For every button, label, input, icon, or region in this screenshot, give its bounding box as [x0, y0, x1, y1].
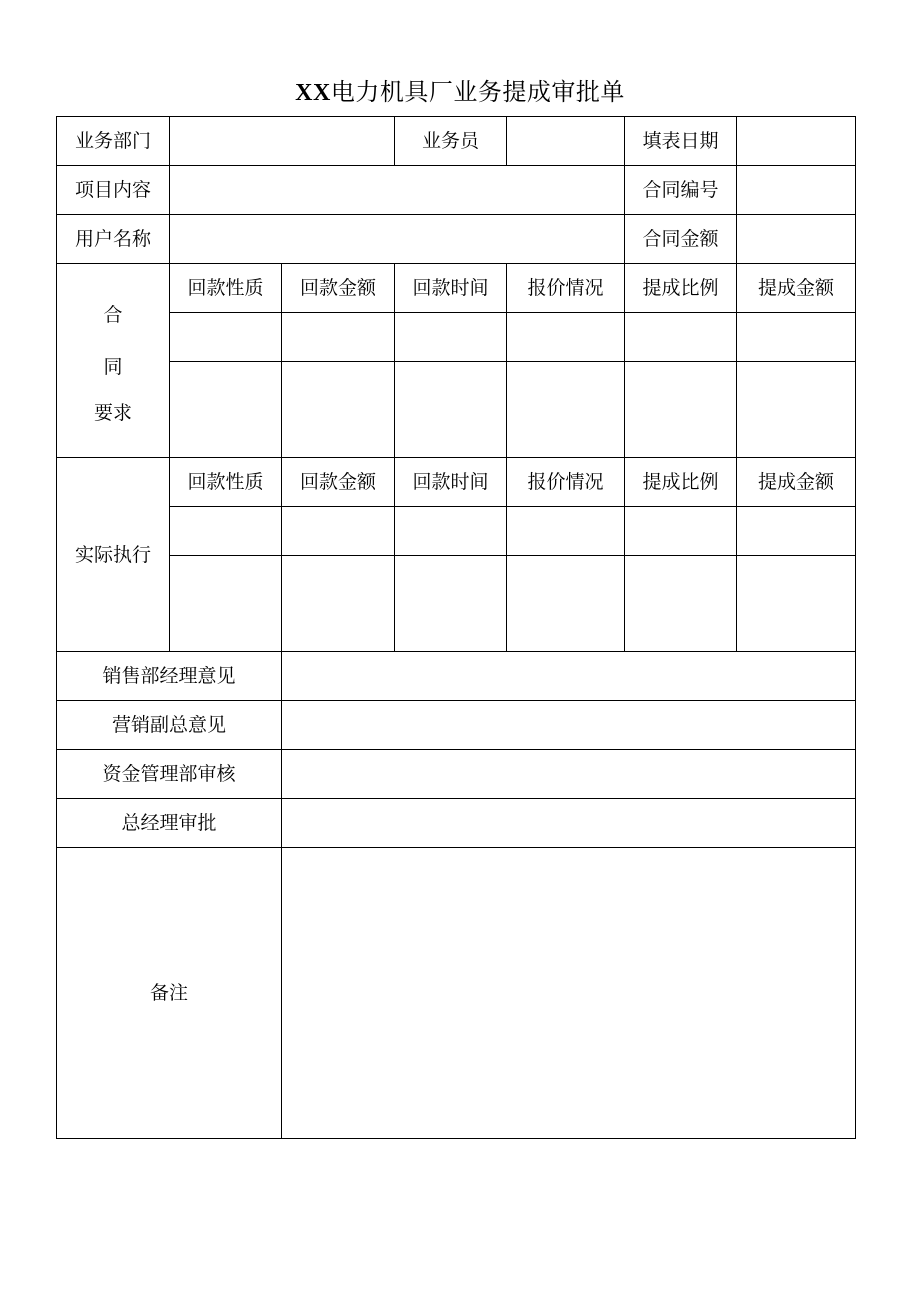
contract-cell[interactable]: [737, 362, 856, 458]
actual-col-header: 提成比例: [625, 458, 737, 507]
gm-approval-field[interactable]: [282, 799, 856, 848]
title-text: 电力机具厂业务提成审批单: [330, 78, 625, 106]
project-label: 项目内容: [57, 166, 170, 215]
actual-cell[interactable]: [737, 507, 856, 556]
contract-cell[interactable]: [395, 362, 507, 458]
department-label: 业务部门: [57, 117, 170, 166]
remarks-label: 备注: [57, 848, 282, 1139]
sales-manager-opinion-label: 销售部经理意见: [57, 652, 282, 701]
salesperson-label: 业务员: [395, 117, 507, 166]
contract-cell[interactable]: [507, 313, 625, 362]
actual-col-header: 回款金额: [282, 458, 395, 507]
contract-col-header: 提成比例: [625, 264, 737, 313]
actual-cell[interactable]: [170, 556, 282, 652]
contract-label-char: 要求: [93, 401, 132, 424]
actual-cell[interactable]: [507, 556, 625, 652]
customer-label: 用户名称: [57, 215, 170, 264]
remarks-field[interactable]: [282, 848, 856, 1139]
contract-label-char: 合: [103, 303, 123, 326]
contract-cell[interactable]: [170, 313, 282, 362]
contract-col-header: 回款金额: [282, 264, 395, 313]
contract-col-header: 回款性质: [170, 264, 282, 313]
actual-col-header: 回款性质: [170, 458, 282, 507]
finance-review-field[interactable]: [282, 750, 856, 799]
actual-cell[interactable]: [395, 556, 507, 652]
contract-cell[interactable]: [507, 362, 625, 458]
actual-cell[interactable]: [507, 507, 625, 556]
contract-no-label: 合同编号: [625, 166, 737, 215]
department-field[interactable]: [170, 117, 395, 166]
page-title: [0, 74, 920, 111]
title-prefix: XX: [295, 80, 331, 106]
finance-review-label: 资金管理部审核: [57, 750, 282, 799]
approval-form-table: [56, 116, 856, 1139]
salesperson-field[interactable]: [507, 117, 625, 166]
contract-amount-label: 合同金额: [625, 215, 737, 264]
contract-cell[interactable]: [395, 313, 507, 362]
contract-cell[interactable]: [625, 313, 737, 362]
actual-cell[interactable]: [282, 556, 395, 652]
actual-cell[interactable]: [170, 507, 282, 556]
contract-col-header: 回款时间: [395, 264, 507, 313]
project-field[interactable]: [170, 166, 625, 215]
contract-cell[interactable]: [282, 362, 395, 458]
date-label: 填表日期: [625, 117, 737, 166]
customer-field[interactable]: [170, 215, 625, 264]
contract-cell[interactable]: [737, 313, 856, 362]
marketing-vp-opinion-field[interactable]: [282, 701, 856, 750]
actual-cell[interactable]: [737, 556, 856, 652]
contract-requirements-label: [57, 264, 170, 458]
date-field[interactable]: [737, 117, 856, 166]
actual-cell[interactable]: [625, 507, 737, 556]
contract-label-char: 同: [103, 355, 123, 378]
contract-cell[interactable]: [625, 362, 737, 458]
marketing-vp-opinion-label: 营销副总意见: [57, 701, 282, 750]
contract-col-header: 提成金额: [737, 264, 856, 313]
actual-execution-label: 实际执行: [57, 458, 170, 652]
sales-manager-opinion-field[interactable]: [282, 652, 856, 701]
contract-amount-field[interactable]: [737, 215, 856, 264]
actual-cell[interactable]: [395, 507, 507, 556]
actual-col-header: 报价情况: [507, 458, 625, 507]
actual-cell[interactable]: [625, 556, 737, 652]
contract-col-header: 报价情况: [507, 264, 625, 313]
actual-cell[interactable]: [282, 507, 395, 556]
contract-no-field[interactable]: [737, 166, 856, 215]
gm-approval-label: 总经理审批: [57, 799, 282, 848]
actual-col-header: 回款时间: [395, 458, 507, 507]
contract-cell[interactable]: [282, 313, 395, 362]
contract-cell[interactable]: [170, 362, 282, 458]
actual-col-header: 提成金额: [737, 458, 856, 507]
